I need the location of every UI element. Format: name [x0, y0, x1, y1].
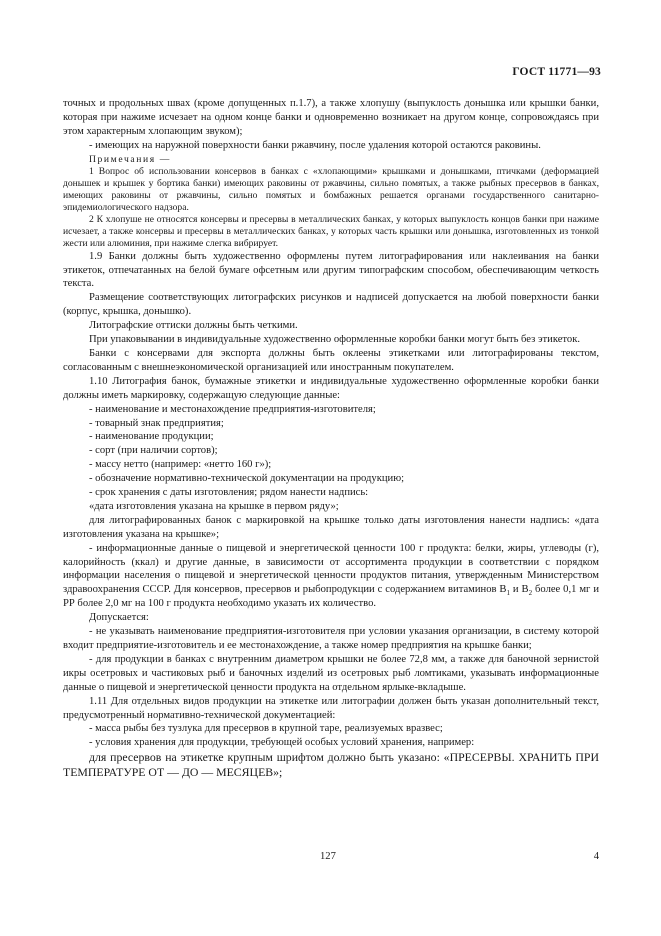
paragraph-1-10: 1.10 Литография банок, бумажные этикетки и индивидуальные художественно оформленные коробки банки должны иметь маркировку, содержащую следующие данные: [63, 375, 599, 401]
paragraph-lithography-placement: Размещение соответствующих литографских рисунков и надписей допускается на любой поверхности банки (корпус, крышка, донышко). [63, 292, 599, 318]
note-1: 1 Вопрос об использовании консервов в банках с «хлопающими» крышками и донышками, птичками (деформацией донышек и крышек у бортика банки) имеющих раковины от ржавчины, сильно помятых, а также рыбных пресервов в банках, имеющих раковины от ржавчины, сильно помятых и бомбажных решается органами государственного санитарно-эпидемиологического надзора. [63, 165, 599, 213]
paragraph-lithographed-lids: для литографированных банок с маркировкой на крышке только даты изготовления нанести надпись: «дата изготовления указана на крышке»; [63, 514, 599, 540]
paragraph-clear-prints: Литографские оттиски должны быть четкими. [89, 320, 298, 332]
paragraph-1-9: 1.9 Банки должны быть художественно оформлены путем литографирования или наклеивания на банки этикеток, отпечатанных на белой бумаге офсетным или другим типографским способом, обеспечивающим четкость текста. [63, 250, 599, 290]
list-item: - наименование продукции; [89, 431, 214, 443]
paragraph-export: Банки с консервами для экспорта должны быть оклеены этикетками или литографированы текстом, согласованным с внешнеэкономической организацией или иностранным покупателем. [63, 347, 599, 373]
list-item: - массу нетто (например: «нетто 160 г»); [89, 459, 272, 471]
paragraph-defects-end: точных и продольных швах (кроме допущенных п.1.7), а также хлопушу (выпуклость донышка или крышки банки, которая при нажиме исчезает на одном конце банки и одновременно возникает на другом конце, сопровождаясь при этом характерным хлопающим звуком); [63, 98, 599, 137]
doc-code-header: ГОСТ 11771—93 [512, 66, 601, 78]
paragraph-1-11: 1.11 Для отдельных видов продукции на этикетке или литографии должен быть указан дополнительный текст, предусмотренный нормативно-технической документацией: [63, 695, 599, 721]
paragraph-nutrition-info: - информационные данные о пищевой и энергетической ценности 100 г продукта: белки, жиры, углеводы (г), калорийность (ккал) и другие данные, в зависимости от ассортимента продукции в соответствии с порядком информации населения о пищевой и энергетической ценности продуктов питания, утвержденным Министерством здравоохранения СССР. Для консервов, пресервов и рыбопродукции с содержанием витаминов $В_1$ и $В_2$ более 0,1 мг и РР более 2,0 мг на 100 г продукта необходимо указать их количество. [63, 542, 599, 610]
list-item: - масса рыбы без тузлука для пресервов в крупной таре, реализуемых вразвес; [89, 723, 443, 735]
paragraph-packaging-boxes: При упаковывании в индивидуальные художественно оформленные коробки банки могут быть без этикеток. [89, 334, 580, 346]
list-item: - обозначение нормативно-технической документации на продукцию; [89, 473, 405, 485]
paragraph-allowed: Допускается: [89, 612, 149, 624]
list-item: - товарный знак предприятия; [89, 417, 224, 429]
list-item: - срок хранения с даты изготовления; рядом нанести надпись: [89, 487, 369, 499]
page-number: 127 [320, 851, 336, 862]
list-item: - наименование и местонахождение предприятия-изготовителя; [89, 403, 376, 415]
paragraph-preserves-storage: для пресервов на этикетке крупным шрифтом должно быть указано: «ПРЕСЕРВЫ. ХРАНИТЬ ПРИ ТЕМПЕРАТУРЕ ОТ — ДО — МЕСЯЦЕВ»; [63, 750, 599, 780]
paragraph-small-cans: - для продукции в банках с внутренним диаметром крышки не более 72,8 мм, а также для баночной зернистой икры осетровых и частиковых рыб и баночных изделий из осетровых рыб ломтиками, указывать информационные данные о пищевой и энергетической ценности продукта на отдельном ярлыке-вкладыше. [63, 653, 599, 693]
sheet-number: 4 [593, 851, 599, 862]
quote-manufacture-date: «дата изготовления указана на крышке в первом ряду»; [89, 500, 339, 512]
notes-title: Примечания — [89, 153, 171, 165]
paragraph-manufacturer-omit: - не указывать наименование предприятия-изготовителя при условии указания организации, в систему которой входит предприятие-изготовитель и ее местонахождение, а также номер предприятия на крышке банки; [63, 626, 599, 651]
list-item: - сорт (при наличии сортов); [89, 445, 218, 457]
page-body [63, 97, 599, 780]
paragraph-rust: - имеющих на наружной поверхности банки ржавчину, после удаления которой остаются раковины. [89, 139, 541, 151]
list-item: - условия хранения для продукции, требующей особых условий хранения, например: [89, 737, 475, 749]
note-2: 2 К хлопуше не относятся консервы и пресервы в металлических банках, у которых выпуклость концов банки при нажиме исчезает, а также консервы и пресервы в металлических банках, у которых часть крышки или донышка, изготовленных из тонкой жести или алюминия, при нажиме слегка вибрирует. [63, 213, 599, 249]
